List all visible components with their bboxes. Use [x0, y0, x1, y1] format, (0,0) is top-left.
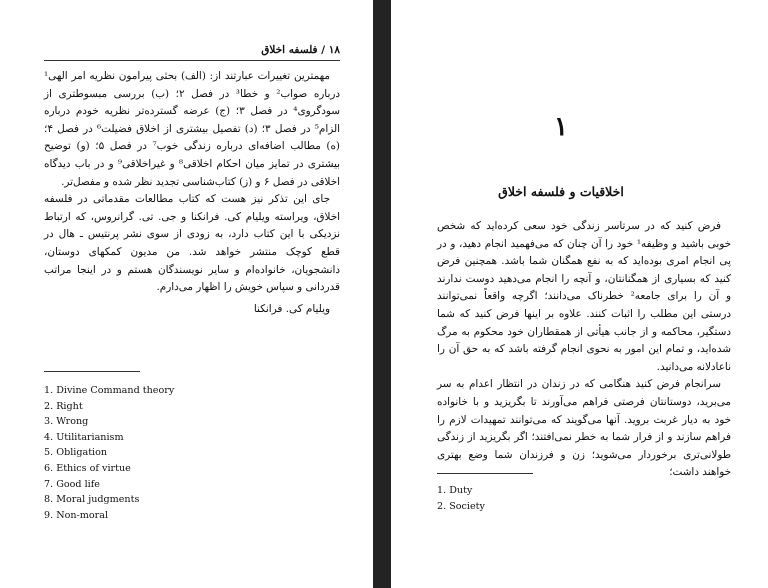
footnote: 4. Utilitarianism	[44, 431, 124, 443]
footnote-rule	[44, 371, 140, 372]
running-head: ۱۸ / فلسفه اخلاق	[261, 44, 340, 56]
footnote: 1. Duty	[437, 485, 473, 496]
footnote: 9. Non-moral	[44, 509, 109, 521]
left-body-text	[44, 68, 340, 318]
left-page	[0, 0, 373, 588]
paragraph: مهمترین تغییرات عبارتند از: (الف) بحثی پیرامون نظریه امر الهی¹ درباره صواب² و خطا³ در فصل ۲؛ (ب) بررسی مبسوطتری از سودگروی⁴ در فصل ۳؛ (ج) عرضه گسترده‌تر نظریه خودم درباره الزام⁵ در فصل ۳؛ (د) تفصیل بیشتری از اخلاق فضیلت⁶ در فصل ۴؛ (ه) مطالب اضافه‌ای درباره زندگی خوب⁷ در فصل ۵؛ (و) توضیح بیشتری در تمایز میان احکام اخلاقی⁸ و غیراخلاقی⁹ و در باب دیدگاه اخلاقی در فصل ۶ و (ز) کتاب‌شناسی تجدید نظر شده و مفصل‌تر.	[44, 70, 340, 188]
footnote: 3. Wrong	[44, 416, 89, 428]
footnote: 2. Society	[437, 500, 485, 512]
header-rule	[44, 60, 340, 61]
paragraph: سرانجام فرض کنید هنگامی که در زندان در انتظار اعدام به سر می‌برید، دوستانتان فرصتی فراهم می‌آورند تا بگریزید و با خانواده خود به دیار غربت بروید. آنها می‌گویند که می‌توانند تمهیدات لازم را فراهم سازند و از فرار شما به خطر نمی‌افتند؛ اگر بگریزید از زندگی طولانی‌تری برخوردار می‌شوید؛ زن و فرزندان شما وضع بهتری خواهند داشت؛	[437, 378, 731, 479]
footnotes	[437, 483, 637, 514]
footnote: 7. Good life	[44, 478, 100, 490]
author-signature: ویلیام کی. فرانکنا	[253, 302, 330, 315]
footnote-rule	[437, 473, 533, 474]
right-body-text	[437, 218, 731, 482]
footnote: 5. Obligation	[44, 447, 108, 459]
book-gutter	[373, 0, 391, 588]
paragraph: جای این تذکر نیز هست که کتاب مطالعات مقدماتی در فلسفه اخلاق، ویراسته ویلیام کی. فرانکنا و جی. تی. گرانروس، که ارتباط نزدیکی با این کتاب دارد، به زودی از سوی نشر پرنتیس ـ هال در قطع کوچک منتشر خواهد شد. من مدیون کمکهای دوستان، دانشجویان، خانواده‌ام و سایر نویسندگان هستم و در اینجا مراتب قدردانی و سپاس خویش را اظهار می‌دارم.	[44, 193, 340, 294]
footnote: 2. Right	[44, 400, 83, 412]
footnote: 1. Divine Command theory	[44, 385, 175, 396]
paragraph: فرض کنید که در سرتاسر زندگی خود سعی کرده‌اید که شخص خوبی باشید و وظیفه¹ خود را آن چنان که می‌فهمید انجام دهید، و در پی انجام امری بوده‌اید که به نفع همگنان شما باشد. همچنین فرض کنید که بسیاری از همگنانتان، و آنچه را انجام می‌دهید دوست ندارند و آن را برای جامعه² خطرناک می‌دانند؛ اگرچه واقعاً نمی‌توانند درستی این مطلب را اثبات کنند. علاوه بر اینها فرض کنید که شما دستگیر، محاکمه و از جانب هیأتی از همقطاران خود محکوم به مرگ شده‌اید، و تمام این امور به نحوی انجام گرفته باشد که به حق آن را ناعادلانه می‌دانید.	[437, 220, 732, 373]
chapter-number: ۱	[554, 112, 568, 142]
footnote: 6. Ethics of virtue	[44, 462, 131, 474]
footnotes	[44, 383, 244, 523]
chapter-title: اخلاقیات و فلسفه اخلاق	[498, 184, 624, 199]
footnote: 8. Moral judgments	[44, 494, 140, 506]
